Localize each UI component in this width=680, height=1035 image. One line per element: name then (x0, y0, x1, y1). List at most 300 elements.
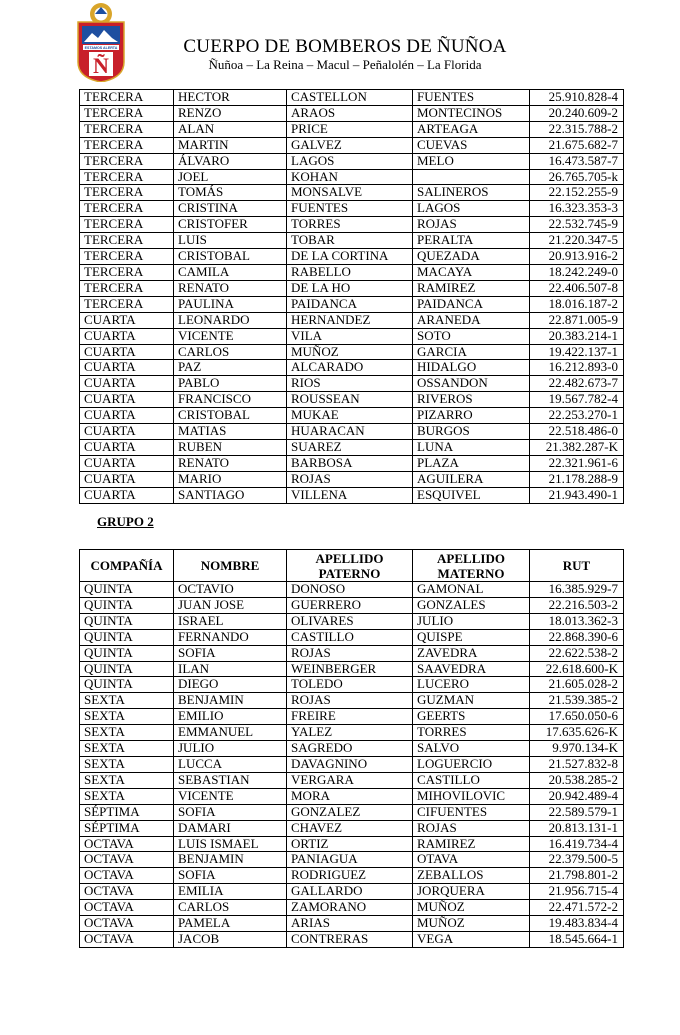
table-row (80, 392, 624, 408)
paternal-surname-cell: CASTELLON (287, 90, 413, 106)
company-cell: OCTAVA (80, 836, 174, 852)
first-name-cell: CRISTINA (174, 201, 287, 217)
paternal-surname-cell: RIOS (287, 376, 413, 392)
table-row (80, 772, 624, 788)
company-cell: CUARTA (80, 439, 174, 455)
table-row (80, 264, 624, 280)
first-name-cell: DIEGO (174, 677, 287, 693)
maternal-surname-cell: MONTECINOS (413, 105, 530, 121)
table-row (80, 788, 624, 804)
maternal-surname-cell: MELO (413, 153, 530, 169)
rut-cell: 16.385.929-7 (530, 582, 624, 598)
maternal-surname-cell: SALVO (413, 741, 530, 757)
table-row (80, 645, 624, 661)
first-name-cell: ISRAEL (174, 613, 287, 629)
company-cell: QUINTA (80, 597, 174, 613)
table-row (80, 233, 624, 249)
maternal-surname-cell: BURGOS (413, 424, 530, 440)
company-cell: SEXTA (80, 709, 174, 725)
rut-cell: 21.178.288-9 (530, 471, 624, 487)
company-cell: OCTAVA (80, 900, 174, 916)
company-cell: TERCERA (80, 233, 174, 249)
rut-cell: 25.910.828-4 (530, 90, 624, 106)
rut-cell: 20.383.214-1 (530, 328, 624, 344)
company-cell: OCTAVA (80, 852, 174, 868)
paternal-surname-cell: SUAREZ (287, 439, 413, 455)
paternal-surname-cell: RODRIGUEZ (287, 868, 413, 884)
rut-cell: 22.868.390-6 (530, 629, 624, 645)
table-row (80, 756, 624, 772)
maternal-surname-cell: FUENTES (413, 90, 530, 106)
maternal-surname-cell: MUÑOZ (413, 916, 530, 932)
maternal-surname-cell: ESQUIVEL (413, 487, 530, 503)
maternal-surname-cell: SALINEROS (413, 185, 530, 201)
table-row (80, 312, 624, 328)
rut-cell: 22.622.538-2 (530, 645, 624, 661)
first-name-cell: SOFIA (174, 868, 287, 884)
maternal-surname-cell: GARCIA (413, 344, 530, 360)
first-name-cell: EMILIO (174, 709, 287, 725)
table-row (80, 725, 624, 741)
first-name-cell: MARTIN (174, 137, 287, 153)
maternal-surname-cell: CIFUENTES (413, 804, 530, 820)
first-name-cell: PAMELA (174, 916, 287, 932)
first-name-cell: ÁLVARO (174, 153, 287, 169)
rut-cell: 16.473.587-7 (530, 153, 624, 169)
company-cell: TERCERA (80, 249, 174, 265)
first-name-cell: RENATO (174, 280, 287, 296)
first-name-cell: SOFIA (174, 645, 287, 661)
paternal-surname-cell: PANIAGUA (287, 852, 413, 868)
rut-cell: 22.471.572-2 (530, 900, 624, 916)
company-cell: CUARTA (80, 360, 174, 376)
maternal-surname-cell: ROJAS (413, 820, 530, 836)
maternal-surname-cell: RIVEROS (413, 392, 530, 408)
first-name-cell: FRANCISCO (174, 392, 287, 408)
paternal-surname-cell: LAGOS (287, 153, 413, 169)
maternal-surname-cell: JORQUERA (413, 884, 530, 900)
rut-cell: 22.871.005-9 (530, 312, 624, 328)
roster-table-continued (79, 89, 624, 504)
maternal-surname-cell (413, 169, 530, 185)
company-cell: CUARTA (80, 344, 174, 360)
company-cell: TERCERA (80, 280, 174, 296)
maternal-surname-cell: GONZALES (413, 597, 530, 613)
company-cell: TERCERA (80, 201, 174, 217)
table-row (80, 280, 624, 296)
paternal-surname-cell: VERGARA (287, 772, 413, 788)
paternal-surname-cell: RABELLO (287, 264, 413, 280)
logo-motto: ESTAMOS ALERTA (84, 46, 118, 50)
table-row (80, 868, 624, 884)
company-cell: SÉPTIMA (80, 804, 174, 820)
table-row (80, 820, 624, 836)
company-cell: TERCERA (80, 264, 174, 280)
maternal-surname-cell: SAAVEDRA (413, 661, 530, 677)
maternal-surname-cell: PIZARRO (413, 408, 530, 424)
paternal-surname-cell: FREIRE (287, 709, 413, 725)
rut-cell: 20.538.285-2 (530, 772, 624, 788)
paternal-surname-cell: ALCARADO (287, 360, 413, 376)
rut-cell: 21.675.682-7 (530, 137, 624, 153)
maternal-surname-cell: ARANEDA (413, 312, 530, 328)
paternal-surname-cell: ARAOS (287, 105, 413, 121)
table-row (80, 121, 624, 137)
company-cell: TERCERA (80, 185, 174, 201)
paternal-surname-cell: ROJAS (287, 471, 413, 487)
company-cell: SÉPTIMA (80, 820, 174, 836)
maternal-surname-cell: PLAZA (413, 455, 530, 471)
company-cell: OCTAVA (80, 884, 174, 900)
first-name-cell: DAMARI (174, 820, 287, 836)
rut-cell: 21.539.385-2 (530, 693, 624, 709)
first-name-cell: CRISTOBAL (174, 249, 287, 265)
rut-cell: 20.240.609-2 (530, 105, 624, 121)
rut-cell: 19.483.834-4 (530, 916, 624, 932)
maternal-surname-cell: SOTO (413, 328, 530, 344)
rut-cell: 22.518.486-0 (530, 424, 624, 440)
first-name-cell: BENJAMIN (174, 693, 287, 709)
first-name-cell: PAULINA (174, 296, 287, 312)
logo-letter: Ñ (93, 53, 109, 78)
first-name-cell: LUIS ISMAEL (174, 836, 287, 852)
rut-cell: 22.315.788-2 (530, 121, 624, 137)
table-row (80, 852, 624, 868)
maternal-surname-cell: LAGOS (413, 201, 530, 217)
first-name-cell: LEONARDO (174, 312, 287, 328)
paternal-surname-cell: ZAMORANO (287, 900, 413, 916)
paternal-surname-cell: VILLENA (287, 487, 413, 503)
company-cell: QUINTA (80, 582, 174, 598)
paternal-surname-cell: SAGREDO (287, 741, 413, 757)
rut-cell: 20.813.131-1 (530, 820, 624, 836)
company-cell: OCTAVA (80, 868, 174, 884)
paternal-surname-cell: PAIDANCA (287, 296, 413, 312)
maternal-surname-cell: CASTILLO (413, 772, 530, 788)
maternal-surname-cell: OTAVA (413, 852, 530, 868)
paternal-surname-cell: CHAVEZ (287, 820, 413, 836)
paternal-surname-cell: HERNANDEZ (287, 312, 413, 328)
rut-cell: 20.913.916-2 (530, 249, 624, 265)
rut-cell: 22.216.503-2 (530, 597, 624, 613)
table-row (80, 90, 624, 106)
table-row (80, 677, 624, 693)
table-row (80, 629, 624, 645)
header-paternal-line2: PATERNO (318, 565, 381, 581)
paternal-surname-cell: GONZALEZ (287, 804, 413, 820)
rut-cell: 21.382.287-K (530, 439, 624, 455)
first-name-cell: MARIO (174, 471, 287, 487)
first-name-cell: RENATO (174, 455, 287, 471)
rut-cell: 26.765.705-k (530, 169, 624, 185)
first-name-cell: SANTIAGO (174, 487, 287, 503)
maternal-surname-cell: MUÑOZ (413, 900, 530, 916)
page-title: CUERPO DE BOMBEROS DE ÑUÑOA (183, 36, 507, 57)
rut-cell: 21.943.490-1 (530, 487, 624, 503)
maternal-surname-cell: CUEVAS (413, 137, 530, 153)
paternal-surname-cell: TORRES (287, 217, 413, 233)
rut-cell: 21.605.028-2 (530, 677, 624, 693)
first-name-cell: LUCCA (174, 756, 287, 772)
maternal-surname-cell: VEGA (413, 931, 530, 947)
rut-cell: 22.321.961-6 (530, 455, 624, 471)
maternal-surname-cell: ZEBALLOS (413, 868, 530, 884)
rut-cell: 19.567.782-4 (530, 392, 624, 408)
first-name-cell: OCTAVIO (174, 582, 287, 598)
company-cell: CUARTA (80, 376, 174, 392)
maternal-surname-cell: GAMONAL (413, 582, 530, 598)
table-row (80, 249, 624, 265)
paternal-surname-cell: FUENTES (287, 201, 413, 217)
paternal-surname-cell: DONOSO (287, 582, 413, 598)
table-row (80, 471, 624, 487)
first-name-cell: FERNANDO (174, 629, 287, 645)
rut-cell: 22.152.255-9 (530, 185, 624, 201)
table-row (80, 201, 624, 217)
company-cell: TERCERA (80, 153, 174, 169)
company-cell: CUARTA (80, 455, 174, 471)
paternal-surname-cell: DAVAGNINO (287, 756, 413, 772)
first-name-cell: PABLO (174, 376, 287, 392)
maternal-surname-cell: RAMIREZ (413, 280, 530, 296)
paternal-surname-cell: TOBAR (287, 233, 413, 249)
company-cell: CUARTA (80, 328, 174, 344)
company-cell: QUINTA (80, 645, 174, 661)
first-name-cell: JUAN JOSE (174, 597, 287, 613)
maternal-surname-cell: HIDALGO (413, 360, 530, 376)
paternal-surname-cell: GALVEZ (287, 137, 413, 153)
first-name-cell: EMMANUEL (174, 725, 287, 741)
first-name-cell: ALAN (174, 121, 287, 137)
maternal-surname-cell: LOGUERCIO (413, 756, 530, 772)
paternal-surname-cell: MUKAE (287, 408, 413, 424)
company-cell: SEXTA (80, 741, 174, 757)
company-cell: TERCERA (80, 296, 174, 312)
first-name-cell: LUIS (174, 233, 287, 249)
maternal-surname-cell: ARTEAGA (413, 121, 530, 137)
maternal-surname-cell: MIHOVILOVIC (413, 788, 530, 804)
rut-cell: 16.419.734-4 (530, 836, 624, 852)
first-name-cell: PAZ (174, 360, 287, 376)
company-cell: QUINTA (80, 629, 174, 645)
table-row (80, 487, 624, 503)
paternal-surname-cell: KOHAN (287, 169, 413, 185)
maternal-surname-cell: GUZMAN (413, 693, 530, 709)
paternal-surname-cell: DE LA CORTINA (287, 249, 413, 265)
header-paternal-line1: APELLIDO (315, 550, 384, 566)
company-cell: TERCERA (80, 105, 174, 121)
company-cell: QUINTA (80, 677, 174, 693)
company-cell: SEXTA (80, 725, 174, 741)
company-cell: TERCERA (80, 217, 174, 233)
company-cell: CUARTA (80, 392, 174, 408)
first-name-cell: SOFIA (174, 804, 287, 820)
rut-cell: 18.545.664-1 (530, 931, 624, 947)
rut-cell: 19.422.137-1 (530, 344, 624, 360)
maternal-surname-cell: QUEZADA (413, 249, 530, 265)
rut-cell: 18.242.249-0 (530, 264, 624, 280)
table-row (80, 137, 624, 153)
paternal-surname-cell: ROUSSEAN (287, 392, 413, 408)
table-row (80, 360, 624, 376)
maternal-surname-cell: LUNA (413, 439, 530, 455)
maternal-surname-cell: OSSANDON (413, 376, 530, 392)
maternal-surname-cell: MACAYA (413, 264, 530, 280)
group-2-table-body (80, 582, 624, 948)
paternal-surname-cell: CONTRERAS (287, 931, 413, 947)
company-cell: TERCERA (80, 121, 174, 137)
paternal-surname-cell: TOLEDO (287, 677, 413, 693)
table-row (80, 105, 624, 121)
table-row (80, 836, 624, 852)
rut-cell: 17.650.050-6 (530, 709, 624, 725)
header-maternal-surname (413, 550, 530, 582)
table-row (80, 804, 624, 820)
group-2-heading: GRUPO 2 (97, 514, 154, 529)
table-header-row (80, 550, 624, 582)
company-cell: CUARTA (80, 471, 174, 487)
maternal-surname-cell: AGUILERA (413, 471, 530, 487)
paternal-surname-cell: MONSALVE (287, 185, 413, 201)
table-row (80, 916, 624, 932)
company-cell: TERCERA (80, 90, 174, 106)
first-name-cell: CARLOS (174, 900, 287, 916)
table-row (80, 185, 624, 201)
first-name-cell: CRISTOBAL (174, 408, 287, 424)
paternal-surname-cell: MUÑOZ (287, 344, 413, 360)
rut-cell: 22.253.270-1 (530, 408, 624, 424)
maternal-surname-cell: TORRES (413, 725, 530, 741)
table-row (80, 613, 624, 629)
header-company: COMPAÑÍA (80, 550, 174, 582)
paternal-surname-cell: DE LA HO (287, 280, 413, 296)
company-cell: CUARTA (80, 487, 174, 503)
paternal-surname-cell: PRICE (287, 121, 413, 137)
table-row (80, 328, 624, 344)
paternal-surname-cell: ROJAS (287, 693, 413, 709)
paternal-surname-cell: ORTIZ (287, 836, 413, 852)
company-cell: QUINTA (80, 661, 174, 677)
company-cell: OCTAVA (80, 931, 174, 947)
first-name-cell: CRISTOFER (174, 217, 287, 233)
company-cell: TERCERA (80, 169, 174, 185)
page-subtitle: Ñuñoa – La Reina – Macul – Peñalolén – La Florida (208, 57, 482, 72)
header-rut: RUT (530, 550, 624, 582)
first-name-cell: CARLOS (174, 344, 287, 360)
table-row (80, 931, 624, 947)
maternal-surname-cell: GEERTS (413, 709, 530, 725)
first-name-cell: ILAN (174, 661, 287, 677)
rut-cell: 22.532.745-9 (530, 217, 624, 233)
rut-cell: 21.956.715-4 (530, 884, 624, 900)
paternal-surname-cell: GUERRERO (287, 597, 413, 613)
company-cell: CUARTA (80, 424, 174, 440)
paternal-surname-cell: HUARACAN (287, 424, 413, 440)
rut-cell: 21.798.801-2 (530, 868, 624, 884)
table-row (80, 376, 624, 392)
rut-cell: 21.220.347-5 (530, 233, 624, 249)
table-row (80, 661, 624, 677)
rut-cell: 16.323.353-3 (530, 201, 624, 217)
rut-cell: 16.212.893-0 (530, 360, 624, 376)
paternal-surname-cell: YALEZ (287, 725, 413, 741)
header-paternal-surname (287, 550, 413, 582)
paternal-surname-cell: BARBOSA (287, 455, 413, 471)
group-2-table (79, 549, 624, 948)
rut-cell: 22.482.673-7 (530, 376, 624, 392)
company-cell: CUARTA (80, 408, 174, 424)
first-name-cell: JOEL (174, 169, 287, 185)
rut-cell: 21.527.832-8 (530, 756, 624, 772)
maternal-surname-cell: RAMIREZ (413, 836, 530, 852)
first-name-cell: JACOB (174, 931, 287, 947)
table-row (80, 582, 624, 598)
maternal-surname-cell: JULIO (413, 613, 530, 629)
first-name-cell: VICENTE (174, 788, 287, 804)
rut-cell: 9.970.134-K (530, 741, 624, 757)
maternal-surname-cell: QUISPE (413, 629, 530, 645)
table-row (80, 741, 624, 757)
shield-icon (78, 3, 124, 82)
maternal-surname-cell: ZAVEDRA (413, 645, 530, 661)
table-row (80, 439, 624, 455)
first-name-cell: VICENTE (174, 328, 287, 344)
rut-cell: 18.013.362-3 (530, 613, 624, 629)
first-name-cell: SEBASTIAN (174, 772, 287, 788)
paternal-surname-cell: MORA (287, 788, 413, 804)
company-cell: OCTAVA (80, 916, 174, 932)
table-row (80, 169, 624, 185)
first-name-cell: CAMILA (174, 264, 287, 280)
header-maternal-line1: APELLIDO (437, 550, 505, 566)
table-row (80, 217, 624, 233)
first-name-cell: MATIAS (174, 424, 287, 440)
roster-table-body (80, 90, 624, 504)
header-name: NOMBRE (174, 550, 287, 582)
rut-cell: 22.589.579-1 (530, 804, 624, 820)
paternal-surname-cell: WEINBERGER (287, 661, 413, 677)
paternal-surname-cell: ARIAS (287, 916, 413, 932)
table-row (80, 424, 624, 440)
first-name-cell: RUBEN (174, 439, 287, 455)
rut-cell: 17.635.626-K (530, 725, 624, 741)
maternal-surname-cell: ROJAS (413, 217, 530, 233)
first-name-cell: JULIO (174, 741, 287, 757)
company-cell: SEXTA (80, 756, 174, 772)
company-cell: QUINTA (80, 613, 174, 629)
table-row (80, 455, 624, 471)
maternal-surname-cell: PERALTA (413, 233, 530, 249)
table-row (80, 153, 624, 169)
paternal-surname-cell: CASTILLO (287, 629, 413, 645)
first-name-cell: EMILIA (174, 884, 287, 900)
header-maternal-line2: MATERNO (437, 565, 505, 581)
paternal-surname-cell: GALLARDO (287, 884, 413, 900)
paternal-surname-cell: OLIVARES (287, 613, 413, 629)
table-row (80, 900, 624, 916)
table-row (80, 408, 624, 424)
table-row (80, 693, 624, 709)
rut-cell: 20.942.489-4 (530, 788, 624, 804)
first-name-cell: TOMÁS (174, 185, 287, 201)
first-name-cell: HECTOR (174, 90, 287, 106)
company-cell: SEXTA (80, 788, 174, 804)
maternal-surname-cell: PAIDANCA (413, 296, 530, 312)
first-name-cell: BENJAMIN (174, 852, 287, 868)
paternal-surname-cell: ROJAS (287, 645, 413, 661)
table-row (80, 344, 624, 360)
maternal-surname-cell: LUCERO (413, 677, 530, 693)
